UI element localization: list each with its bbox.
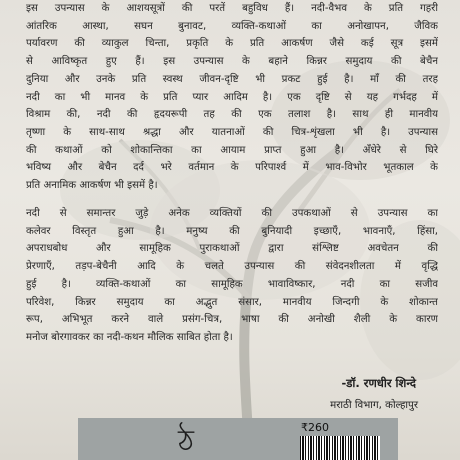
blurb-paragraph-2 xyxy=(26,205,438,347)
text-line: आंतरिक आस्था, सघन बुनावट, व्यक्ति-कथाओं का अनोखापन, जैविक xyxy=(26,20,438,32)
price-label: ₹260 xyxy=(301,421,329,434)
author-affiliation: मराठी विभाग, कोल्हापुर xyxy=(330,400,418,411)
text-line: मनोज बोरगावकर का नदी-कथन मौलिक साबित होता है। xyxy=(26,331,233,343)
text-line: प्रेरणाएँ, तड़प-बेचैनी आदि के चलते उपन्यास की संवेदनशीलता में वृद्धि xyxy=(26,261,438,273)
text-line: की कथाओं को शोकान्तिका का आयाम प्राप्त हुआ है। अँधेरे से घिरे xyxy=(26,144,438,156)
text-line: परिवेश, किन्नर समुदाय का अद्भुत संसार, मानवीय जिन्दगी के शोकान्त xyxy=(26,296,438,308)
text-line: अपराधबोध और सामूहिक पुराकथाओं द्वारा संश्लिष्ट अवचेतन की xyxy=(26,243,438,255)
text-line: पर्यावरण की व्याकुल चिन्ता, प्रकृति के प्रति आकर्षण जैसे कई सूत्र इसमें xyxy=(26,38,438,50)
text-line: नदी से समान्तर जुड़े अनेक व्यक्तियों की उपकथाओं से उपन्यास का xyxy=(26,208,438,219)
text-line: से आविष्कृत हुए हैं। इस उपन्यास के बहाने किन्नर समुदाय की बेचैन xyxy=(26,56,438,68)
text-line: कलेवर विस्तृत हुआ है। मनुष्य की बुनियादी इच्छाएँ, भावनाएँ, हिंसा, xyxy=(26,225,438,237)
text-line: प्रति अनामिक आकर्षण भी इसमें है। xyxy=(26,180,158,192)
publisher-logo: ঠ xyxy=(178,424,195,459)
text-line: इस उपन्यास के आशयसूत्रों की परतें बहुविध हैं। नदी-वैभव के प्रति गहरी xyxy=(26,3,438,14)
barcode-icon xyxy=(300,436,380,460)
author-signature: -डॉ. रणधीर शिन्दे xyxy=(341,376,416,390)
text-line: नदी का भी मानव के प्रति प्यार आदिम है। एक दृष्टि से यह गर्भदह में xyxy=(26,91,438,103)
text-line: हुई है। व्यक्ति-कथाओं का सामूहिक भावाविष्कार, नदी का सजीव xyxy=(26,278,438,290)
text-line: भविष्य और बेचैन दर्द भरे वर्तमान के परिपार्श्व में भाव-विभोर भूतकाल के xyxy=(26,162,438,174)
text-line: रूप, अभिभूत करने वाले प्रसंग-चित्र, भाषा की अनोखी शैली के कारण xyxy=(26,314,438,326)
text-line: विश्राम की, नदी की हृदयरूपी तह की एक तलाश है। साथ ही मानवीय xyxy=(26,109,438,121)
blurb-paragraph-1 xyxy=(26,0,438,195)
text-line: तृष्णा के साथ-साथ श्रद्धा और यातनाओं की चित्र-शृंखला भी है। उपन्यास xyxy=(26,126,438,138)
text-line: दुनिया और उनके प्रति स्वस्थ जीवन-दृष्टि भी प्रकट हुई है। माँ की तरह xyxy=(26,73,438,85)
